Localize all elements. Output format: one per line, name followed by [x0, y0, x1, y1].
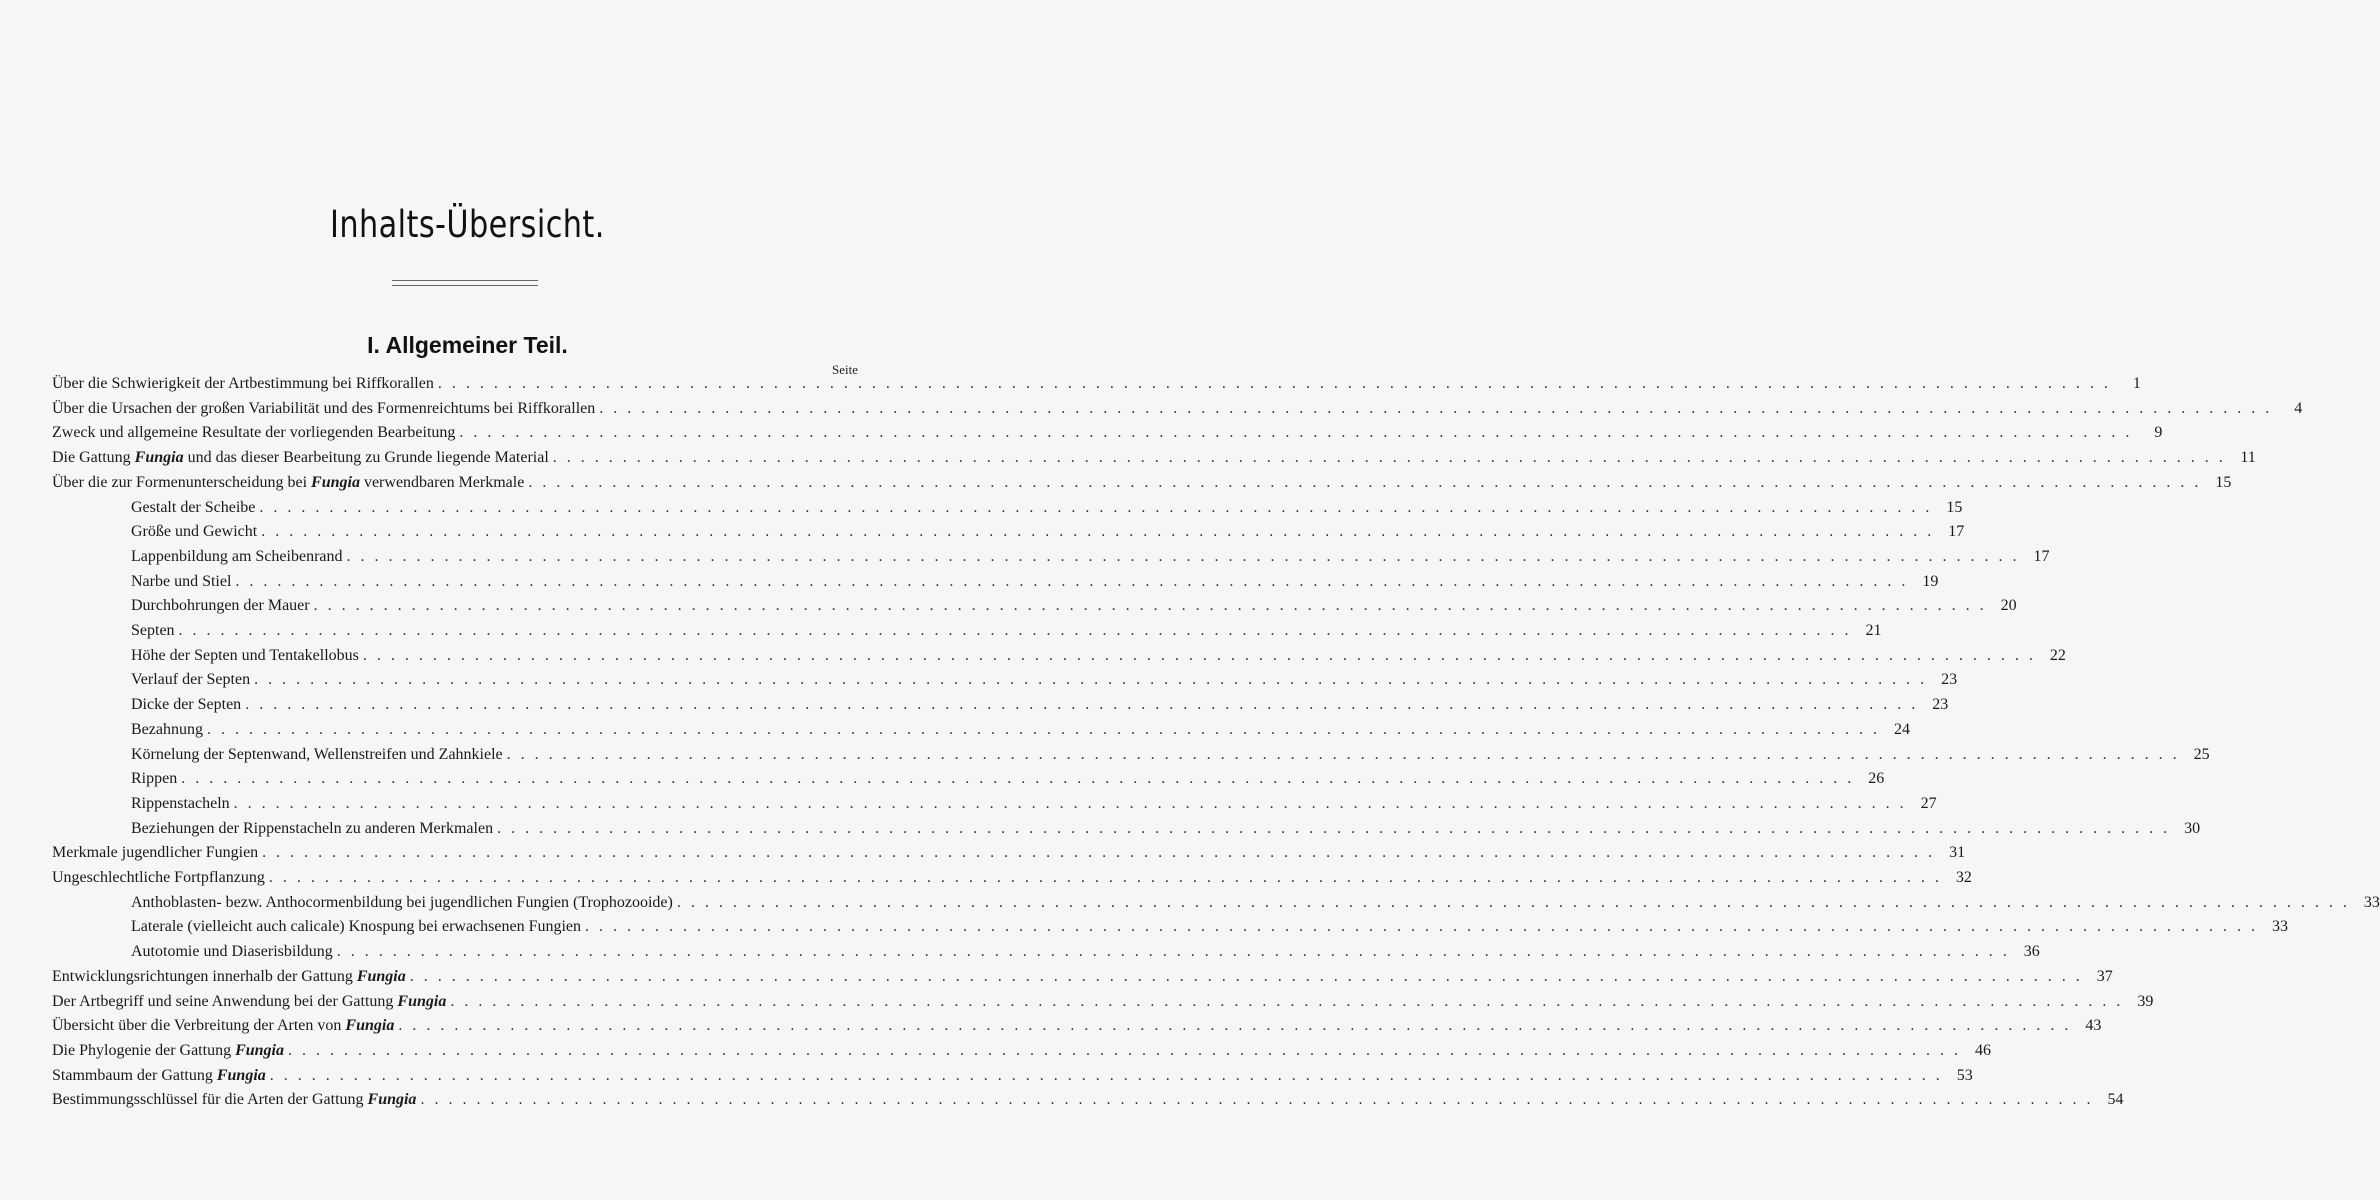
- dot-leader: . . . . . . . . . . . . . . . . . . . . . . . . . . . . . . . . . . . . . . . . . . . . . . . . . . . . . . . . . . . . . . . . . . . . . . . . . . . . . . . . . . . . . . . . . . . . . . . . . . . . . . . . . . . . . . . . . . . . . . . .: [269, 1066, 1943, 1084]
- page-column-label: Seite: [832, 362, 858, 377]
- toc-entry: [0, 689, 1949, 714]
- toc-entry-label-part: Lappenbildung am Scheibenrand: [131, 547, 343, 565]
- toc-entry-label-part: Septen: [131, 622, 175, 639]
- toc-entry-page-number: 21: [1865, 622, 1882, 639]
- dot-leader: . . . . . . . . . . . . . . . . . . . . . . . . . . . . . . . . . . . . . . . . . . . . . . . . . . . . . . . . . . . . . . . . . . . . . . . . . . . . . . . . . . . . . . . . . . . . . . . . . . . . . . . . . . . . . . . . . . . . . . . .: [497, 819, 2171, 837]
- toc-entry-label-part: verwendbaren Merkmale: [359, 473, 525, 491]
- toc-entry-page-number: 11: [2240, 449, 2256, 467]
- toc-entry-page-number: 46: [1975, 1041, 1991, 1059]
- toc-entry: [0, 368, 2141, 392]
- toc-entry-page-number: 30: [2184, 819, 2201, 837]
- toc-entry: [0, 541, 2050, 565]
- toc-entry-label-part: Fungia: [311, 473, 360, 491]
- dot-leader: . . . . . . . . . . . . . . . . . . . . . . . . . . . . . . . . . . . . . . . . . . . . . . . . . . . . . . . . . . . . . . . . . . . . . . . . . . . . . . . . . . . . . . . . . . . . . . . . . . . . . . . . . . . . . . . . . . . . . . . .: [528, 473, 2202, 491]
- toc-entry: [0, 417, 2163, 442]
- dot-leader: . . . . . . . . . . . . . . . . . . . . . . . . . . . . . . . . . . . . . . . . . . . . . . . . . . . . . . . . . . . . . . . . . . . . . . . . . . . . . . . . . . . . . . . . . . . . . . . . . . . . . . . . . . . . . . . . . . . . . . . .: [336, 943, 2010, 961]
- toc-entry: [0, 911, 2289, 936]
- toc-entry-label-part: Ungeschlechtliche Fortpflanzung: [52, 869, 265, 886]
- toc-entry-page-number: 54: [2107, 1091, 2124, 1109]
- toc-entry-label-part: Autotomie und Diaserisbildung: [131, 943, 333, 961]
- toc-entry-page-number: 15: [2215, 473, 2232, 491]
- toc-entry-label-part: Fungia: [397, 992, 447, 1010]
- dot-leader: . . . . . . . . . . . . . . . . . . . . . . . . . . . . . . . . . . . . . . . . . . . . . . . . . . . . . . . . . . . . . . . . . . . . . . . . . . . . . . . . . . . . . . . . . . . . . . . . . . . . . . . . . . . . . . . . . . . . . . . .: [450, 992, 2124, 1010]
- toc-entry: [0, 788, 1937, 812]
- toc-entry-label-part: Rippen: [131, 770, 178, 788]
- toc-entry-page-number: 24: [1893, 720, 1910, 738]
- toc-entry: [0, 664, 1958, 689]
- toc-entry-label-part: Fungia: [367, 1091, 417, 1109]
- toc-entry: [0, 393, 2303, 417]
- toc-entry-label-part: Durchbohrungen der Mauer: [131, 597, 310, 615]
- toc-entry-label-part: Laterale (vielleicht auch calicale) Knospung bei erwachsenen Fungien: [131, 918, 582, 936]
- toc-entry: [0, 837, 1966, 862]
- toc-entry-label-part: Über die zur Formenunterscheidung bei: [52, 473, 312, 491]
- dot-leader: . . . . . . . . . . . . . . . . . . . . . . . . . . . . . . . . . . . . . . . . . . . . . . . . . . . . . . . . . . . . . . . . . . . . . . . . . . . . . . . . . . . . . . . . . . . . . . . . . . . . . . . . . . . . . . . . . . . . . . . .: [259, 498, 1933, 516]
- toc-entry-label-part: Entwicklungsrichtungen innerhalb der Gattung: [52, 967, 357, 985]
- dot-leader: . . . . . . . . . . . . . . . . . . . . . . . . . . . . . . . . . . . . . . . . . . . . . . . . . . . . . . . . . . . . . . . . . . . . . . . . . . . . . . . . . . . . . . . . . . . . . . . . . . . . . . . . . . . . . . . . . . . . . . . .: [233, 794, 1907, 812]
- toc-entry-page-number: 31: [1949, 844, 1966, 862]
- toc-entry-label-part: Narbe und Stiel: [131, 572, 232, 590]
- toc-entry-label-part: Fungia: [134, 449, 184, 467]
- toc-entry: [0, 516, 1965, 541]
- toc-entry-page-number: 23: [1932, 696, 1949, 714]
- toc-entry-label-part: Verlauf der Septen: [131, 671, 251, 689]
- dot-leader: . . . . . . . . . . . . . . . . . . . . . . . . . . . . . . . . . . . . . . . . . . . . . . . . . . . . . . . . . . . . . . . . . . . . . . . . . . . . . . . . . . . . . . . . . . . . . . . . . . . . . . . . . . . . . . . . . . . . . . . .: [676, 893, 2350, 911]
- title-rule: [392, 280, 538, 286]
- toc-entry-label-part: Über die Schwierigkeit der Artbestimmung bei Riffkorallen: [52, 375, 434, 392]
- toc-entry-label-part: Körnelung der Septenwand, Wellenstreifen und Zahnkiele: [131, 745, 503, 763]
- toc-entry-page-number: 39: [2137, 992, 2154, 1010]
- toc-entry: [0, 887, 2380, 911]
- toc-entry-page-number: 15: [1946, 498, 1963, 516]
- dot-leader: . . . . . . . . . . . . . . . . . . . . . . . . . . . . . . . . . . . . . . . . . . . . . . . . . . . . . . . . . . . . . . . . . . . . . . . . . . . . . . . . . . . . . . . . . . . . . . . . . . . . . . . . . . . . . . . . . . . . . . . .: [178, 622, 1852, 639]
- toc-entry-page-number: 26: [1868, 770, 1885, 788]
- toc-entry-label-part: Fungia: [216, 1066, 266, 1084]
- toc-entry-label-part: Dicke der Septen: [131, 696, 242, 714]
- page-title: Inhalts-Übersicht.: [330, 203, 605, 246]
- toc-entry: [0, 961, 2113, 985]
- toc-entry: [0, 739, 2210, 763]
- toc-entry-page-number: 25: [2193, 745, 2210, 763]
- toc-entry-page-number: 43: [2085, 1017, 2102, 1035]
- dot-leader: . . . . . . . . . . . . . . . . . . . . . . . . . . . . . . . . . . . . . . . . . . . . . . . . . . . . . . . . . . . . . . . . . . . . . . . . . . . . . . . . . . . . . . . . . . . . . . . . . . . . . . . . . . . . . . . . . . . . . . . .: [288, 1041, 1961, 1059]
- toc-entry-page-number: 20: [2000, 597, 2017, 615]
- toc-entry-page-number: 9: [2154, 424, 2163, 442]
- toc-entry: [0, 936, 2040, 961]
- dot-leader: . . . . . . . . . . . . . . . . . . . . . . . . . . . . . . . . . . . . . . . . . . . . . . . . . . . . . . . . . . . . . . . . . . . . . . . . . . . . . . . . . . . . . . . . . . . . . . . . . . . . . . . . . . . . . . . . . . . . . . . .: [245, 696, 1919, 714]
- toc-entry: [0, 813, 2201, 837]
- toc-entry-label-part: Fungia: [345, 1017, 395, 1035]
- toc-entry: [0, 566, 1939, 590]
- dot-leader: . . . . . . . . . . . . . . . . . . . . . . . . . . . . . . . . . . . . . . . . . . . . . . . . . . . . . . . . . . . . . . . . . . . . . . . . . . . . . . . . . . . . . . . . . . . . . . . . . . . . . . . . . . . . . . . . . . . . . . . .: [181, 770, 1855, 788]
- toc-entry: [0, 615, 1882, 639]
- toc-entry: [0, 1060, 1973, 1084]
- toc-entry-label-part: Zweck und allgemeine Resultate der vorliegenden Bearbeitung: [52, 424, 456, 442]
- toc-entry-label-part: Bezahnung: [131, 720, 203, 738]
- dot-leader: . . . . . . . . . . . . . . . . . . . . . . . . . . . . . . . . . . . . . . . . . . . . . . . . . . . . . . . . . . . . . . . . . . . . . . . . . . . . . . . . . . . . . . . . . . . . . . . . . . . . . . . . . . . . . . . . . . . . . . . .: [506, 745, 2180, 763]
- toc-entry-page-number: 36: [2023, 943, 2040, 961]
- toc-entry-page-number: 33: [2272, 918, 2289, 936]
- dot-leader: . . . . . . . . . . . . . . . . . . . . . . . . . . . . . . . . . . . . . . . . . . . . . . . . . . . . . . . . . . . . . . . . . . . . . . . . . . . . . . . . . . . . . . . . . . . . . . . . . . . . . . . . . . . . . . . . . . . . . . . .: [346, 547, 2020, 565]
- toc-entry-label-part: und das dieser Bearbeitung zu Grunde liegende Material: [183, 449, 549, 467]
- dot-leader: . . . . . . . . . . . . . . . . . . . . . . . . . . . . . . . . . . . . . . . . . . . . . . . . . . . . . . . . . . . . . . . . . . . . . . . . . . . . . . . . . . . . . . . . . . . . . . . . . . . . . . . . . . . . . . . . . . . . . . . .: [585, 918, 2259, 936]
- toc-entry: [0, 1035, 1991, 1059]
- dot-leader: . . . . . . . . . . . . . . . . . . . . . . . . . . . . . . . . . . . . . . . . . . . . . . . . . . . . . . . . . . . . . . . . . . . . . . . . . . . . . . . . . . . . . . . . . . . . . . . . . . . . . . . . . . . . . . . . . . . . . . . .: [206, 720, 1880, 738]
- dot-leader: . . . . . . . . . . . . . . . . . . . . . . . . . . . . . . . . . . . . . . . . . . . . . . . . . . . . . . . . . . . . . . . . . . . . . . . . . . . . . . . . . . . . . . . . . . . . . . . . . . . . . . . . . . . . . . . . . . . . . . . .: [268, 869, 1942, 886]
- toc-entry-label-part: Die Gattung: [52, 449, 135, 467]
- toc-entry-label-part: Übersicht über die Verbreitung der Arten von: [52, 1017, 346, 1035]
- toc-entry: [0, 714, 1910, 738]
- toc-entry-page-number: 53: [1956, 1066, 1973, 1084]
- toc-entry: [0, 467, 2232, 491]
- toc-entry-page-number: 27: [1920, 794, 1937, 812]
- toc-entry-label-part: Fungia: [235, 1041, 284, 1059]
- dot-leader: . . . . . . . . . . . . . . . . . . . . . . . . . . . . . . . . . . . . . . . . . . . . . . . . . . . . . . . . . . . . . . . . . . . . . . . . . . . . . . . . . . . . . . . . . . . . . . . . . . . . . . . . . . . . . . . . . . . . . . . .: [459, 424, 2133, 442]
- dot-leader: . . . . . . . . . . . . . . . . . . . . . . . . . . . . . . . . . . . . . . . . . . . . . . . . . . . . . . . . . . . . . . . . . . . . . . . . . . . . . . . . . . . . . . . . . . . . . . . . . . . . . . . . . . . . . . . . . . . . . . . .: [599, 399, 2273, 417]
- toc-entry-page-number: 32: [1955, 869, 1972, 886]
- dot-leader: . . . . . . . . . . . . . . . . . . . . . . . . . . . . . . . . . . . . . . . . . . . . . . . . . . . . . . . . . . . . . . . . . . . . . . . . . . . . . . . . . . . . . . . . . . . . . . . . . . . . . . . . . . . . . . . . . . . . . . . .: [254, 671, 1928, 689]
- toc-entry: [0, 763, 1885, 788]
- toc-entry-label-part: Gestalt der Scheibe: [131, 498, 256, 516]
- toc-entry-page-number: 23: [1941, 671, 1958, 689]
- toc-entry-label-part: Der Artbegriff und seine Anwendung bei der Gattung: [52, 992, 398, 1010]
- toc-entry: [0, 1010, 2102, 1035]
- toc-entry: [0, 862, 1972, 886]
- toc-entry: [0, 640, 2066, 664]
- dot-leader: . . . . . . . . . . . . . . . . . . . . . . . . . . . . . . . . . . . . . . . . . . . . . . . . . . . . . . . . . . . . . . . . . . . . . . . . . . . . . . . . . . . . . . . . . . . . . . . . . . . . . . . . . . . . . . . . . . . . . . . .: [437, 375, 2111, 392]
- toc-entry-page-number: 37: [2096, 967, 2113, 985]
- toc-entry-label-part: Über die Ursachen der großen Variabilität und des Formenreichtums bei Riffkorallen: [52, 399, 596, 417]
- dot-leader: . . . . . . . . . . . . . . . . . . . . . . . . . . . . . . . . . . . . . . . . . . . . . . . . . . . . . . . . . . . . . . . . . . . . . . . . . . . . . . . . . . . . . . . . . . . . . . . . . . . . . . . . . . . . . . . . . . . . . . . .: [235, 572, 1909, 590]
- toc-entry-label-part: Beziehungen der Rippenstacheln zu anderen Merkmalen: [131, 819, 494, 837]
- dot-leader: . . . . . . . . . . . . . . . . . . . . . . . . . . . . . . . . . . . . . . . . . . . . . . . . . . . . . . . . . . . . . . . . . . . . . . . . . . . . . . . . . . . . . . . . . . . . . . . . . . . . . . . . . . . . . . . . . . . . . . . .: [362, 646, 2036, 664]
- toc-entry-label-part: Bestimmungsschlüssel für die Arten der Gattung: [52, 1091, 368, 1109]
- dot-leader: . . . . . . . . . . . . . . . . . . . . . . . . . . . . . . . . . . . . . . . . . . . . . . . . . . . . . . . . . . . . . . . . . . . . . . . . . . . . . . . . . . . . . . . . . . . . . . . . . . . . . . . . . . . . . . . . . . . . . . . .: [262, 844, 1936, 862]
- toc-entry: [0, 1084, 2124, 1109]
- dot-leader: . . . . . . . . . . . . . . . . . . . . . . . . . . . . . . . . . . . . . . . . . . . . . . . . . . . . . . . . . . . . . . . . . . . . . . . . . . . . . . . . . . . . . . . . . . . . . . . . . . . . . . . . . . . . . . . . . . . . . . . .: [261, 523, 1935, 541]
- toc-entry-label-part: Rippenstacheln: [131, 794, 230, 812]
- toc-entry-page-number: 22: [2049, 646, 2066, 664]
- toc-entry-label-part: Höhe der Septen und Tentakellobus: [131, 646, 359, 664]
- toc-entry-label-part: Anthoblasten- bezw. Anthocormenbildung bei jugendlichen Fungien (Trophozooide): [131, 893, 673, 911]
- toc-entry-page-number: 17: [2033, 547, 2050, 565]
- toc-entry-page-number: 17: [1948, 523, 1965, 541]
- dot-leader: . . . . . . . . . . . . . . . . . . . . . . . . . . . . . . . . . . . . . . . . . . . . . . . . . . . . . . . . . . . . . . . . . . . . . . . . . . . . . . . . . . . . . . . . . . . . . . . . . . . . . . . . . . . . . . . . . . . . . . . .: [409, 967, 2083, 985]
- dot-leader: . . . . . . . . . . . . . . . . . . . . . . . . . . . . . . . . . . . . . . . . . . . . . . . . . . . . . . . . . . . . . . . . . . . . . . . . . . . . . . . . . . . . . . . . . . . . . . . . . . . . . . . . . . . . . . . . . . . . . . . .: [420, 1091, 2094, 1109]
- section-heading: I. Allgemeiner Teil.: [367, 332, 568, 358]
- toc-entry-label-part: Stammbaum der Gattung: [52, 1066, 217, 1084]
- toc-entry: [0, 442, 2256, 467]
- toc-entry-label: [52, 1088, 416, 1112]
- toc-entry-label-part: Fungia: [356, 967, 406, 985]
- toc-entry-page-number: 1: [2132, 375, 2141, 392]
- toc-entry-label-part: Größe und Gewicht: [131, 523, 258, 541]
- toc-entry-page-number: 33: [2363, 893, 2380, 911]
- toc-entry-label-part: Merkmale jugendlicher Fungien: [52, 844, 259, 862]
- toc-entry-page-number: 19: [1922, 572, 1939, 590]
- dot-leader: . . . . . . . . . . . . . . . . . . . . . . . . . . . . . . . . . . . . . . . . . . . . . . . . . . . . . . . . . . . . . . . . . . . . . . . . . . . . . . . . . . . . . . . . . . . . . . . . . . . . . . . . . . . . . . . . . . . . . . . .: [313, 597, 1987, 615]
- toc-entry-page-number: 4: [2294, 399, 2303, 417]
- toc-entry: [0, 492, 1963, 516]
- toc-entry-label-part: Die Phylogenie der Gattung: [52, 1041, 236, 1059]
- toc-entry: [0, 986, 2154, 1010]
- dot-leader: . . . . . . . . . . . . . . . . . . . . . . . . . . . . . . . . . . . . . . . . . . . . . . . . . . . . . . . . . . . . . . . . . . . . . . . . . . . . . . . . . . . . . . . . . . . . . . . . . . . . . . . . . . . . . . . . . . . . . . . .: [552, 449, 2226, 467]
- toc-entry: [0, 590, 2017, 615]
- dot-leader: . . . . . . . . . . . . . . . . . . . . . . . . . . . . . . . . . . . . . . . . . . . . . . . . . . . . . . . . . . . . . . . . . . . . . . . . . . . . . . . . . . . . . . . . . . . . . . . . . . . . . . . . . . . . . . . . . . . . . . . .: [398, 1017, 2072, 1035]
